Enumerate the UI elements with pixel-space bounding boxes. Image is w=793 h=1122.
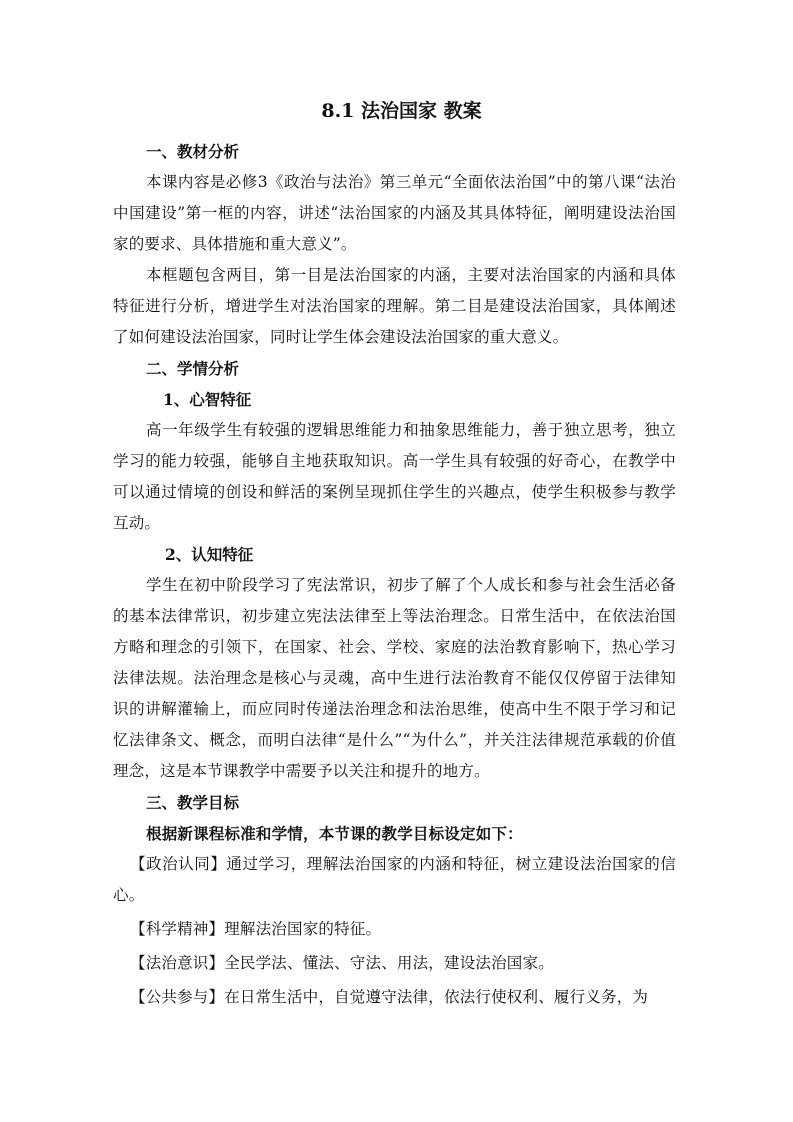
paragraph-mental-characteristics: 高一年级学生有较强的逻辑思维能力和抽象思维能力，善于独立思考，独立学习的能力较强，能够自主地获取知识。高一学生具有较强的好奇心，在教学中可以通过情境的创设和鲜活的案例呈现抓住学生的兴趣点，使学生积极参与教学互动。 [113,421,676,532]
paragraph-textbook-analysis-1: 本课内容是必修3《政治与法治》第三单元“全面依法治国”中的第八课“法治中国建设”第一框的内容，讲述“法治国家的内涵及其具体特征，阐明建设法治国家的要求、具体措施和重大意义”。 [113,173,676,253]
paragraph-textbook-analysis-2: 本框题包含两目，第一目是法治国家的内涵，主要对法治国家的内涵和具体特征进行分析，增进学生对法治国家的理解。第二目是建设法治国家，具体阐述了如何建设法治国家，同时让学生体会建设法治国家的重大意义。 [113,266,676,346]
section-heading-textbook-analysis: 一、教材分析 [146,142,240,161]
goal-rule-of-law-awareness: 【法治意识】全民学法、懂法、守法、用法，建设法治国家。 [130,954,554,972]
teaching-goals-list [113,849,676,1013]
paragraph-cognitive-characteristics: 学生在初中阶段学习了宪法常识，初步了解了个人成长和参与社会生活必备的基本法律常识，初步建立宪法法律至上等法治理念。日常生活中，在依法治国方略和理念的引领下，在国家、社会、学校、家庭的法治教育影响下，热心学习法律法规。法治理念是核心与灵魂，高中生进行法治教育不能仅仅停留于法律知识的讲解灌输上，而应同时传递法治理念和法治思维，使高中生不限于学习和记忆法律条文、概念，而明白法律“是什么”“为什么”，并关注法律规范承载的价值理念，这是本节课教学中需要予以关注和提升的地方。 [113,576,676,780]
subheading-cognitive-characteristics: 2、认知特征 [165,545,254,564]
goal-public-participation: 【公共参与】在日常生活中，自觉遵守法律，依法行使权利、履行义务，为 [130,988,649,1006]
section-heading-student-analysis: 二、学情分析 [146,359,240,378]
document-title: 8.1 法治国家 教案 [321,100,482,122]
goal-scientific-spirit: 【科学精神】理解法治国家的特征。 [130,920,382,938]
goal-political-identity: 【政治认同】通过学习，理解法治国家的内涵和特征，树立建设法治国家的信心。 [113,855,676,904]
subheading-mental-characteristics: 1、心智特征 [163,390,252,409]
document-page [113,96,676,1016]
section-heading-teaching-goals: 三、教学目标 [146,793,240,812]
teaching-goals-intro: 根据新课程标准和学情，本节课的教学目标设定如下： [146,824,523,843]
